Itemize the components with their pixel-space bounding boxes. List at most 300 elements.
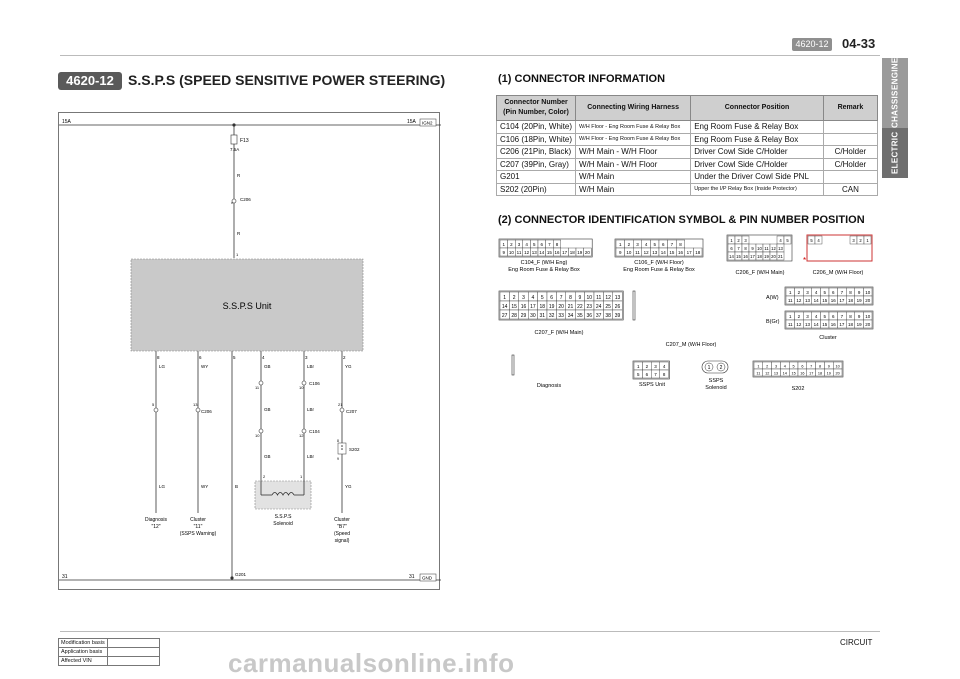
revision-label: Affected VIN [59, 657, 108, 666]
fuse-symbol [231, 135, 237, 144]
c206f-pin-number: 13 [778, 246, 783, 251]
ground-rail-left: 31 [62, 574, 68, 580]
c207f-pin-number: 22 [577, 303, 583, 310]
c206f-pin-number: 21 [778, 254, 783, 259]
wire-color-gb: GB [264, 364, 271, 369]
c206f-pin-number: 11 [764, 246, 769, 251]
wire-color-lg-low: LG [159, 484, 166, 489]
c104-pin-10-num: 10 [255, 433, 260, 438]
c206f-pin-number: 7 [737, 246, 740, 251]
cell-harness: W/H Main [576, 183, 691, 196]
cluster-b-pin-number: 4 [814, 314, 818, 319]
ssps-solenoid-pin-number: 1 [707, 365, 711, 371]
cluster-b-pin-number: 8 [849, 314, 852, 319]
c206f-pin-number: 19 [764, 254, 769, 259]
c207f-pin-number: 35 [577, 312, 583, 319]
c206f-pin-number: 1 [730, 238, 733, 243]
c106-pin-number: 4 [644, 242, 648, 247]
c104-pin-number: 18 [569, 250, 575, 255]
c207f-pin-number: 11 [596, 294, 602, 301]
c206f-pin-number: 8 [744, 246, 747, 251]
cell-remark [823, 133, 877, 146]
wire-color-wy-low: WY [201, 484, 209, 489]
s202-pin-number: 15 [791, 371, 796, 376]
c207f-pin-number: 38 [605, 312, 611, 319]
pin-position-svg [496, 230, 880, 600]
unit-pin-1: 1 [236, 252, 239, 257]
c104-pin-number: 8 [555, 242, 559, 247]
dest-cluster: Cluster [190, 517, 206, 523]
c207f-pin-number: 36 [586, 312, 593, 319]
c207f-pin-number: 3 [522, 294, 525, 301]
dest-speed-1: (Speed [333, 531, 351, 537]
s202-pin-number: 13 [773, 371, 779, 376]
c207f-pin-number: 17 [530, 303, 536, 310]
c207f-pin-number: 14 [501, 303, 508, 310]
cluster-a-pin-number: 11 [787, 298, 793, 303]
c106-pin-11-num: 11 [255, 385, 260, 390]
ssps-unit-pin-number: 4 [662, 364, 666, 369]
c206-top-label: C206 [240, 197, 251, 202]
wire-color-lbr: LBr [307, 364, 315, 369]
c104-pin-number: 4 [525, 242, 528, 247]
cell-remark [823, 171, 877, 184]
ssps-solenoid-pin-number: 2 [719, 365, 723, 371]
c207f-pin-number: 21 [567, 303, 574, 310]
c207f-pin-number: 5 [540, 294, 544, 301]
s202-caption: S202 [791, 386, 805, 392]
cluster-b-pin-number: 5 [823, 314, 826, 319]
ground-rail-right: 31 [409, 574, 415, 580]
cell-connector: G201 [497, 171, 576, 184]
c207f-pin-number: 8 [569, 294, 572, 301]
cluster-caption: Cluster [819, 335, 837, 341]
c206f-pin-number: 10 [757, 246, 762, 251]
wire-color-gb-mid: GB [264, 407, 271, 412]
c104-pin-number: 13 [531, 250, 537, 255]
revision-table [58, 638, 160, 666]
c106-pin-number: 2 [627, 242, 631, 247]
c104-pin-number: 3 [517, 242, 521, 247]
revision-value [108, 648, 160, 657]
wire-color-lbr-mid: LBr [307, 407, 315, 412]
c104-pin-10 [259, 429, 263, 433]
c106-pin-number: 6 [662, 242, 665, 247]
c206f-pin-number: 3 [744, 238, 747, 243]
c206m-pin-number: 3 [852, 238, 855, 243]
s202-label: S202 [349, 447, 360, 452]
c206m-pin-number: 1 [866, 238, 869, 243]
ssps-unit-pin-number: 7 [654, 372, 657, 377]
connector-table [496, 95, 878, 196]
cluster-b-pin-number: 14 [813, 322, 819, 327]
cell-position: Driver Cowl Side C/Holder [691, 146, 824, 159]
footer-divider [60, 631, 880, 632]
c207f-pin-number: 2 [512, 294, 516, 301]
s202-pin-number: 11 [756, 371, 761, 376]
unit-pin-3: 3 [305, 355, 308, 360]
table-row [59, 657, 160, 666]
c207-pin-21 [340, 408, 344, 412]
c206m-star: * [803, 256, 807, 265]
c207f-pin-number: 25 [605, 303, 611, 310]
watermark-text: carmanualsonline.info [228, 648, 515, 678]
c206-pin-5 [154, 408, 158, 412]
c206f-pin-number: 18 [757, 254, 762, 259]
c206f-pin-number: 9 [751, 246, 754, 251]
c104-pin-number: 20 [584, 250, 590, 255]
c104-pin-number: 12 [524, 250, 530, 255]
header-divider [60, 55, 880, 56]
c106-pin-number: 14 [660, 250, 666, 255]
ssps-unit-pin-number: 3 [654, 364, 657, 369]
diagnosis-outline [512, 355, 514, 375]
s202-pin-number: 6 [801, 364, 804, 369]
fuse-label: F13 [240, 138, 249, 144]
c106-pin-number: 12 [643, 250, 649, 255]
c207f-caption: C207_F (W/H Main) [534, 330, 584, 336]
cluster-b-pin-number: 3 [806, 314, 809, 319]
dest-cluster-b7: Cluster [334, 517, 350, 523]
revision-label: Modification basis [59, 639, 108, 648]
c207f-pin-number: 15 [511, 303, 517, 310]
wiring-diagram [58, 112, 440, 590]
s202-pin-number: 10 [835, 364, 840, 369]
rail-label-right: 15A [407, 119, 416, 125]
cell-position: Under the Driver Cowl Side PNL [691, 171, 824, 184]
c104-pin-number: 15 [546, 250, 552, 255]
cluster-b-pin-number: 20 [865, 322, 871, 327]
cell-position: Upper the I/P Relay Box (Inside Protector) [691, 183, 824, 196]
c106-pin-number: 5 [653, 242, 656, 247]
c206m-pin-number: 4 [817, 238, 820, 243]
ground-label: G201 [235, 572, 247, 577]
s202-pin-number: 12 [765, 371, 770, 376]
c106-pin-number: 8 [679, 242, 682, 247]
cell-remark: C/Holder [823, 158, 877, 171]
ign2-label: IGN2 [422, 120, 433, 126]
c206f-pin-number: 5 [786, 238, 789, 243]
cluster-a-pin-number: 20 [865, 298, 871, 303]
c207f-pin-number: 18 [539, 303, 546, 310]
c207-pin-num: 21 [338, 402, 343, 407]
cell-connector: C207 (39Pin, Gray) [497, 158, 576, 171]
c104-pin-12-num: 12 [299, 433, 304, 438]
c104-pin-number: 2 [510, 242, 513, 247]
c207f-pin-number: 28 [511, 312, 517, 319]
cell-harness: W/H Main [576, 171, 691, 184]
table-row [497, 171, 878, 184]
c106-pin-number: 10 [626, 250, 632, 255]
c207f-pin-number: 13 [614, 294, 621, 301]
c207f-pin-number: 4 [531, 294, 535, 301]
wire-color-lbr-low: LBr [307, 454, 315, 459]
cell-connector: C106 (18Pin, White) [497, 133, 576, 146]
table-row [497, 121, 878, 134]
c104-pin-number: 11 [516, 250, 522, 255]
ssps-unit-caption: SSPS Unit [639, 382, 665, 388]
s202-pin-number: 16 [800, 371, 805, 376]
cluster-b-pin-number: 13 [804, 322, 811, 327]
c206f-pin-number: 15 [736, 254, 741, 259]
c106-pin-number: 13 [652, 250, 658, 255]
cluster-a-pin-number: 19 [856, 298, 862, 303]
cluster-b-pin-number: 10 [865, 314, 871, 319]
c206-pin-13-num: 13 [193, 402, 198, 407]
cluster-a-pin-number: 18 [847, 298, 854, 303]
c106-pin-number: 1 [619, 242, 622, 247]
c104-pin-number: 10 [508, 250, 514, 255]
pin-position-area [496, 230, 880, 600]
c104-pin-number: 19 [577, 250, 583, 255]
c207f-pin-number: 29 [520, 312, 527, 319]
cluster-a-pin-number: 4 [814, 290, 818, 295]
c206f-pin-number: 14 [729, 254, 734, 259]
unit-pin-2: 2 [343, 355, 346, 360]
c104-pin-number: 5 [532, 242, 536, 247]
s202-pin-number: 17 [809, 371, 814, 376]
c106-pin-10-num: 10 [299, 385, 304, 390]
cluster-a-pin-number: 8 [849, 290, 852, 295]
wire-color-wy: WY [201, 364, 209, 369]
s202-pin-9: 9 [337, 457, 339, 461]
wire-color-gb-low: GB [264, 454, 271, 459]
ssps-unit-label: S.S.P.S Unit [222, 301, 272, 311]
cluster-a-pin-number: 1 [789, 290, 792, 295]
c207f-pin-number: 24 [595, 303, 602, 310]
c104-pin-number: 14 [539, 250, 545, 255]
cluster-b-pin-number: 2 [797, 314, 801, 319]
c104-label: C104 [309, 429, 320, 434]
ground-junction [230, 576, 233, 579]
unit-pin-4: 4 [262, 355, 265, 360]
unit-pin-6: 6 [199, 355, 202, 360]
cluster-b-pin-number: 1 [789, 314, 792, 319]
unit-pin-5: 5 [233, 355, 236, 360]
c207f-pin-number: 34 [567, 312, 574, 319]
c206f-pin-number: 4 [779, 238, 782, 243]
c104-pin-number: 16 [554, 250, 560, 255]
c207f-pin-number: 1 [503, 294, 507, 301]
c106-label: C106 [309, 381, 320, 386]
ssps-unit-pin-number: 5 [637, 372, 640, 377]
c207f-pin-number: 37 [595, 312, 602, 319]
s202-pin-8: 8 [337, 439, 339, 443]
pin-position-heading: (2) CONNECTOR IDENTIFICATION SYMBOL & PIN NUMBER POSITION [498, 214, 865, 226]
c106-pin-number: 11 [635, 250, 640, 255]
dest-cluster-desc: (SSPS Warning) [179, 531, 217, 537]
s202-pin-number: 2 [766, 364, 769, 369]
c104-pin-number: 17 [562, 250, 568, 255]
cluster-a-pin-number: 16 [830, 298, 836, 303]
c207f-pin-number: 7 [559, 294, 563, 301]
wire-color-lg: LG [159, 364, 166, 369]
cell-remark [823, 121, 877, 134]
wire-color-yg-low: YG [345, 484, 352, 489]
cell-position: Eng Room Fuse & Relay Box [691, 121, 824, 134]
ssps-unit-pin-number: 6 [645, 372, 649, 377]
c207f-pin-number: 20 [558, 303, 564, 310]
s202-pin-number: 8 [818, 364, 822, 369]
s202-pin-number: 4 [783, 364, 786, 369]
c207f-pin-number: 27 [501, 312, 508, 319]
unit-pin-8: 8 [157, 355, 160, 360]
cluster-b-pin-number: 7 [840, 314, 844, 319]
cell-connector: S202 (20Pin) [497, 183, 576, 196]
c207f-pin-number: 23 [586, 303, 593, 310]
gnd-label: GND [422, 575, 432, 581]
cluster-b-pin-number: 15 [822, 322, 828, 327]
c207f-pin-number: 30 [530, 312, 536, 319]
c106-pin-number: 9 [619, 250, 622, 255]
c206-top-pin-num: 9 [231, 201, 233, 205]
c206f-pin-number: 6 [730, 246, 733, 251]
c106-caption: C106_F (W/H Floor) [634, 260, 684, 266]
sol-pin-2: 2 [263, 474, 266, 479]
cluster-b-pin-number: 6 [832, 314, 835, 319]
col-connector-number: Connector Number (Pin Number, Color) [497, 96, 576, 121]
c207m-outline [633, 291, 635, 320]
s202-pin-number: 3 [774, 364, 778, 369]
wire-color-r2: R [237, 231, 241, 236]
c206f-pin-number: 12 [771, 246, 776, 251]
c106-pin-number: 18 [695, 250, 701, 255]
s202-pin-number: 1 [757, 364, 760, 369]
c104-pin-number: 1 [502, 242, 506, 247]
table-row [497, 183, 878, 196]
s202-pin-number: 18 [817, 371, 823, 376]
dest-diagnosis: Diagnosis [145, 517, 167, 523]
c207m-caption: C207_M (W/H Floor) [665, 342, 717, 348]
c106-pin-number: 16 [677, 250, 684, 255]
cell-harness: W/H Main - W/H Floor [576, 146, 691, 159]
c206-mid-label: C206 [201, 409, 212, 414]
s202-pin-number: 5 [792, 364, 795, 369]
cluster-b-pin-number: 9 [857, 314, 861, 319]
cluster-a-pin-number: 17 [839, 298, 845, 303]
solenoid-label-1: S.S.P.S [274, 514, 292, 520]
wire-color-yg: YG [345, 364, 352, 369]
table-row [497, 146, 878, 159]
cluster-a-label: A(W) [766, 295, 779, 301]
tab-engine[interactable]: ENGINE [882, 58, 908, 90]
ssps-solenoid-caption-1: SSPS [708, 378, 724, 384]
c207f-pin-number: 33 [558, 312, 564, 319]
ssps-unit-pin-number: 1 [637, 364, 640, 369]
s202-dot-b [341, 448, 343, 450]
cluster-b-pin-number: 16 [830, 322, 836, 327]
c106-pin-11 [259, 381, 263, 385]
cell-harness: W/H Main - W/H Floor [576, 158, 691, 171]
cluster-b-label: B(Gr) [766, 319, 780, 325]
c206f-pin-number: 16 [743, 254, 748, 259]
cell-harness: W/H Floor - Eng Room Fuse & Relay Box [576, 121, 691, 134]
cell-connector: C104 (20Pin, White) [497, 121, 576, 134]
cluster-a-pin-number: 14 [813, 298, 819, 303]
c106-pin-number: 7 [670, 242, 674, 247]
c104-subcaption: Eng Room Fuse & Relay Box [508, 267, 580, 273]
c207f-pin-number: 19 [548, 303, 555, 310]
cluster-b-pin-number: 11 [787, 322, 793, 327]
cluster-a-pin-number: 2 [797, 290, 801, 295]
c206m-caption: C206_M (W/H Floor) [812, 270, 864, 276]
dest-cluster-b7-pin: "B7" [337, 524, 347, 530]
cluster-b-pin-number: 19 [856, 322, 862, 327]
col-connector-position: Connector Position [691, 96, 824, 121]
wiring-diagram-svg [59, 113, 441, 591]
rail-label-left: 15A [62, 119, 71, 125]
table-row [59, 648, 160, 657]
cell-position: Driver Cowl Side C/Holder [691, 158, 824, 171]
c207f-pin-number: 31 [539, 312, 546, 319]
c206f-caption: C206_F (W/H Main) [735, 270, 785, 276]
c104-pin-number: 9 [502, 250, 506, 255]
diagnosis-caption: Diagnosis [536, 383, 562, 389]
cluster-a-pin-number: 12 [796, 298, 802, 303]
tab-electric[interactable]: ELECTRIC [882, 128, 908, 178]
c106-pin-number: 15 [669, 250, 675, 255]
col-wiring-harness: Connecting Wiring Harness [576, 96, 691, 121]
c207f-pin-number: 12 [605, 294, 611, 301]
col-remark: Remark [823, 96, 877, 121]
ssps-unit-pin-number: 8 [662, 372, 666, 377]
c207f-pin-number: 6 [550, 294, 554, 301]
page-title: S.S.P.S (SPEED SENSITIVE POWER STEERING) [128, 72, 446, 88]
s202-pin-number: 19 [826, 371, 831, 376]
c106-subcaption: Eng Room Fuse & Relay Box [623, 267, 695, 273]
c206m-pin-number: 5 [810, 238, 813, 243]
c206-pin-5-num: 5 [152, 402, 155, 407]
cluster-b-pin-number: 17 [839, 322, 845, 327]
c106-pin-number: 3 [636, 242, 639, 247]
revision-value [108, 639, 160, 648]
c206-pin-13 [196, 408, 200, 412]
c206m-pin-number: 2 [859, 238, 862, 243]
s202-pin-number: 20 [835, 371, 840, 376]
tab-chassis[interactable]: CHASSIS [882, 90, 908, 128]
cell-remark: C/Holder [823, 146, 877, 159]
c106-pin-number: 17 [686, 250, 692, 255]
c207f-pin-number: 9 [578, 294, 582, 301]
c207f-pin-number: 26 [614, 303, 621, 310]
cell-position: Eng Room Fuse & Relay Box [691, 133, 824, 146]
cluster-b-pin-number: 12 [796, 322, 802, 327]
revision-label: Application basis [59, 648, 108, 657]
fuse-rating: 7.5A [230, 147, 240, 152]
s202-pin-number: 9 [827, 364, 830, 369]
c104-pin-number: 7 [548, 242, 551, 247]
cluster-a-pin-number: 7 [840, 290, 844, 295]
cell-harness: W/H Floor - Eng Room Fuse & Relay Box [576, 133, 691, 146]
table-row [59, 639, 160, 648]
cluster-b-pin-number: 18 [847, 322, 854, 327]
sol-pin-1: 1 [300, 474, 303, 479]
c207f-pin-number: 39 [614, 312, 621, 319]
cluster-a-pin-number: 13 [804, 298, 811, 303]
s202-pin-number: 7 [810, 364, 813, 369]
revision-value [108, 657, 160, 666]
dest-diagnosis-pin: "12" [151, 524, 161, 530]
footer-circuit-label: CIRCUIT [840, 638, 873, 647]
wire-color-b-low: B [235, 484, 239, 489]
c207f-pin-number: 10 [586, 294, 593, 301]
c104-pin-number: 6 [540, 242, 544, 247]
connector-table-header [497, 96, 878, 121]
wire-color-r1: R [237, 173, 241, 178]
cell-connector: C206 (21Pin, Black) [497, 146, 576, 159]
c206f-pin-number: 2 [737, 238, 740, 243]
s202-dot-a [341, 445, 343, 447]
